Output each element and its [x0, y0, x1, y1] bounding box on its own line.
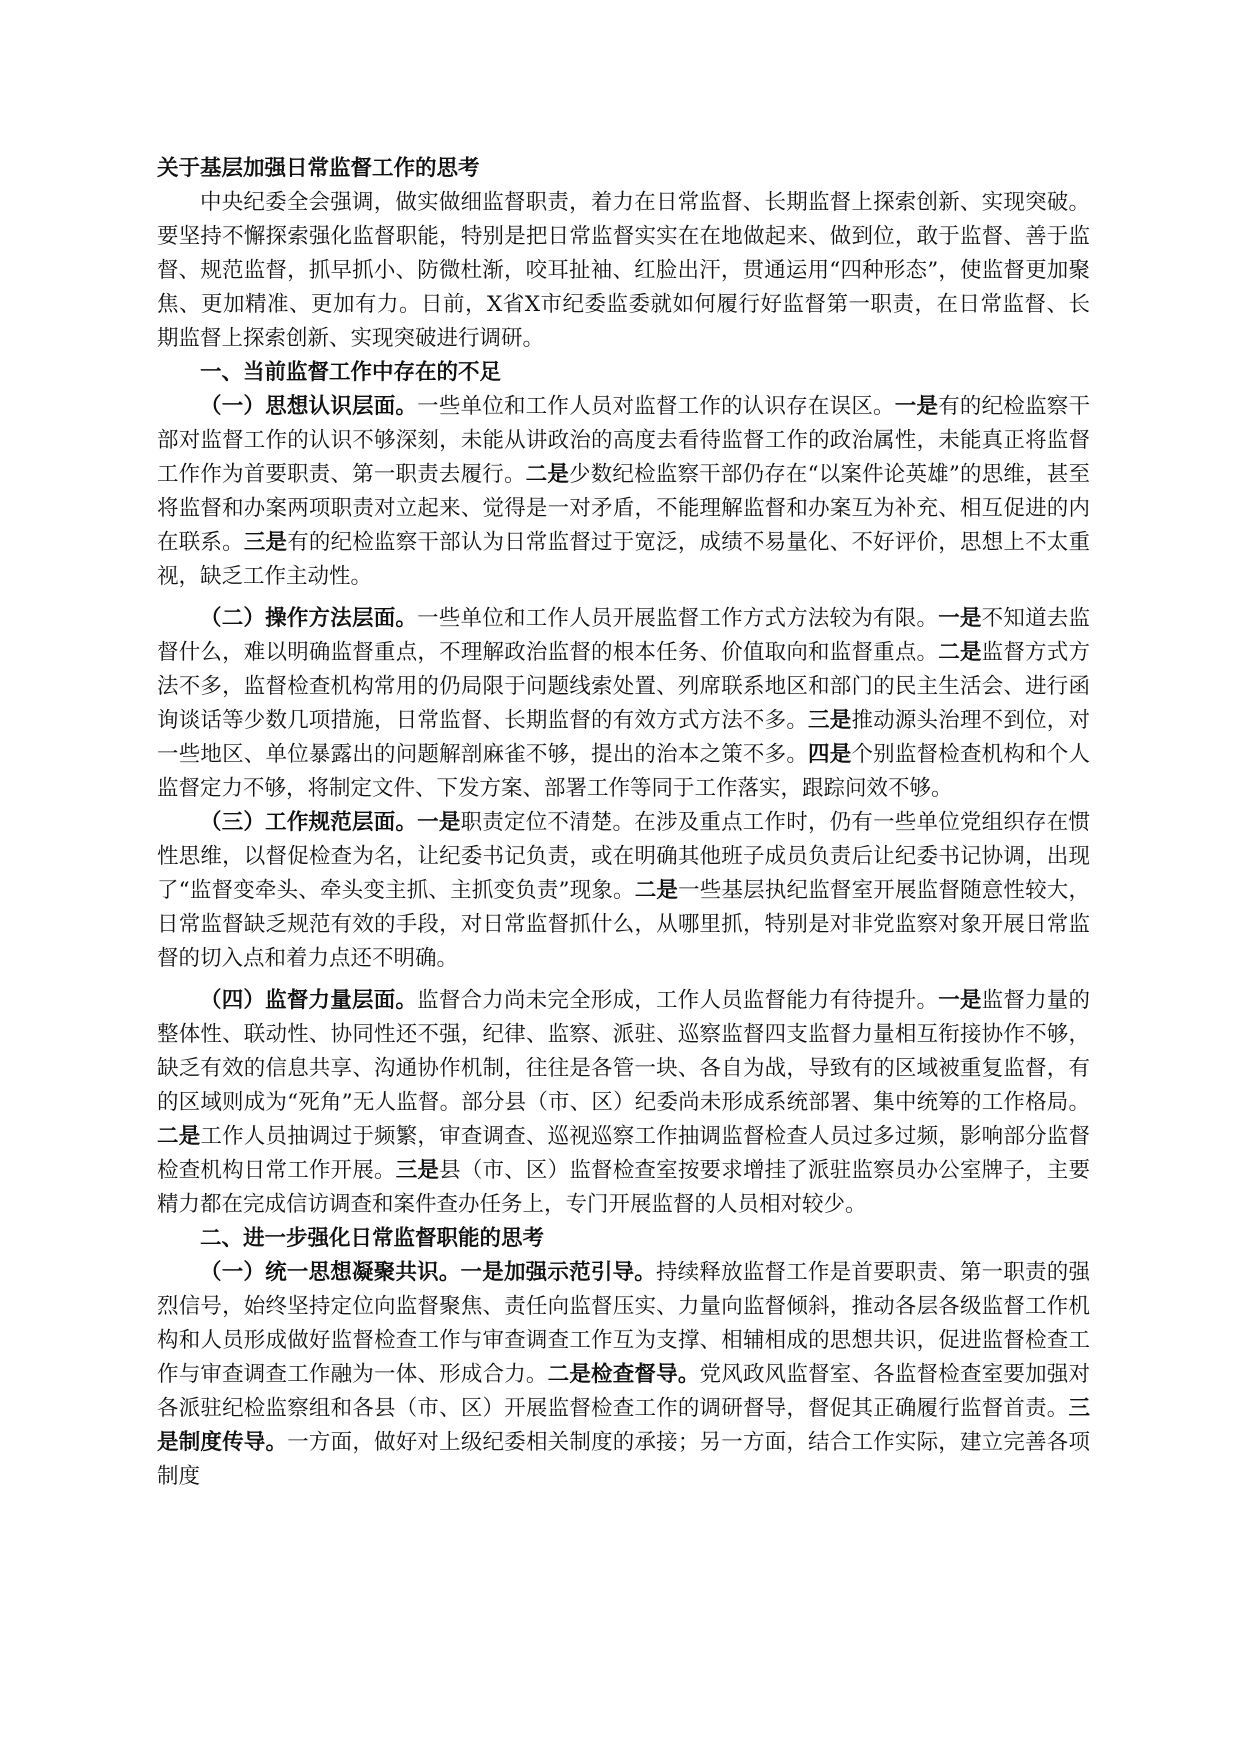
para-text: 一些基层执纪监督室开展监督随意性较大，日常监督缺乏规范有效的手段，对日常监督抓什么，从哪里抓，特别是对非党监察对象开展日常监督的切入点和着力点还不明确。	[157, 878, 1090, 971]
para-marker: 二是	[157, 1124, 201, 1149]
para-text: 有的纪检监察干部认为日常监督过于宽泛，成绩不易量化、不好评价，思想上不太重视，缺乏工作主动性。	[157, 530, 1090, 589]
section-2-paragraph-1	[157, 1256, 1090, 1494]
document-page	[157, 152, 1090, 1494]
para-marker: 一是	[938, 988, 982, 1013]
para-lead: （四）监督力量层面。	[200, 988, 418, 1013]
section-1-paragraph-2	[157, 602, 1090, 806]
para-marker: 二是检查督导。	[547, 1362, 700, 1387]
para-text: 职责定位不清楚。在涉及重点工作时，仍有一些单位党组织存在惯性思维，以督促检查为名，让纪委书记负责，或在明确其他班子成员负责后让纪委书记协调，出现了“监督变牵头、牵头变主抓、主抓变负责”现象。	[157, 810, 1090, 903]
para-text: 监督方式方法不多，监督检查机构常用的仍局限于问题线索处置、列席联系地区和部门的民主生活会、进行函询谈话等少数几项措施，日常监督、长期监督的有效方式方法不多。	[157, 640, 1090, 733]
para-marker: 二是	[938, 640, 982, 665]
para-text: 推动源头治理不到位，对一些地区、单位暴露出的问题解剖麻雀不够，提出的治本之策不多。	[157, 708, 1090, 767]
para-lead: （二）操作方法层面。	[200, 606, 418, 631]
section-2-heading: 二、进一步强化日常监督职能的思考	[200, 1226, 545, 1251]
intro-paragraph: 中央纪委全会强调，做实做细监督职责，着力在日常监督、长期监督上探索创新、实现突破。要坚持不懈探索强化监督职能，特别是把日常监督实实在在地做起来、做到位，敢于监督、善于监督、规范监督，抓早抓小、防微杜渐，咬耳扯袖、红脸出汗，贯通运用“四种形态”，使监督更加聚焦、更加精准、更加有力。日前，X省X市纪委监委就如何履行好监督第一职责，在日常监督、长期监督上探索创新、实现突破进行调研。	[157, 190, 1090, 351]
para-text: 县（市、区）监督检查室按要求增挂了派驻监察员办公室牌子，主要精力都在完成信访调查和案件查办任务上，专门开展监督的人员相对较少。	[157, 1158, 1090, 1217]
para-marker: 三是	[808, 708, 852, 733]
para-text: 工作人员抽调过于频繁，审查调查、巡视巡察工作抽调监督检查人员过多过频，影响部分监督检查机构日常工作开展。	[157, 1124, 1090, 1183]
para-marker: 一是	[417, 810, 461, 835]
para-text: 少数纪检监察干部仍存在“以案件论英雄”的思维，甚至将监督和办案两项职责对立起来、觉得是一对矛盾，不能理解监督和办案互为补充、相互促进的内在联系。	[157, 462, 1090, 555]
para-text: 个别监督检查机构和个人监督定力不够，将制定文件、下发方案、部署工作等同于工作落实，跟踪问效不够。	[157, 742, 1090, 801]
para-marker: 三是制度传导。	[157, 1396, 1090, 1455]
section-1-heading: 一、当前监督工作中存在的不足	[200, 360, 502, 385]
section-1-paragraph-1	[157, 390, 1090, 594]
section-1-paragraph-3	[157, 806, 1090, 976]
para-text: 一方面，做好对上级纪委相关制度的承接；另一方面，结合工作实际，建立完善各项制度	[157, 1430, 1090, 1489]
para-text: 有的纪检监察干部对监督工作的认识不够深刻，未能从讲政治的高度去看待监督工作的政治属性，未能真正将监督工作作为首要职责、第一职责去履行。	[157, 394, 1090, 487]
para-lead: （一）思想认识层面。	[200, 394, 418, 419]
para-marker: 四是	[808, 742, 852, 767]
para-text: 党风政风监督室、各监督检查室要加强对各派驻纪检监察组和各县（市、区）开展监督检查工作的调研督导，督促其正确履行监督首责。	[157, 1362, 1090, 1421]
para-marker: 二是	[634, 878, 679, 903]
para-text: 一些单位和工作人员开展监督工作方式方法较为有限。	[417, 606, 939, 631]
para-text: 监督合力尚未完全形成，工作人员监督能力有待提升。	[417, 988, 939, 1013]
para-marker: 一是	[938, 606, 982, 631]
document-title: 关于基层加强日常监督工作的思考	[157, 156, 480, 181]
para-text: 一些单位和工作人员对监督工作的认识存在误区。	[417, 394, 895, 419]
para-marker: 一是	[894, 394, 939, 419]
para-marker: 三是	[395, 1158, 440, 1183]
para-text: 不知道去监督什么，难以明确监督重点，不理解政治监督的根本任务、价值取向和监督重点。	[157, 606, 1090, 665]
para-text: 持续释放监督工作是首要职责、第一职责的强烈信号，始终坚持定位向监督聚焦、责任向监督压实、力量向监督倾斜，推动各层各级监督工作机构和人员形成做好监督检查工作与审查调查工作互为支撑、相辅相成的思想共识，促进监督检查工作与审查调查工作融为一体、形成合力。	[157, 1260, 1090, 1387]
section-1-paragraph-4	[157, 984, 1090, 1222]
para-lead: （一）统一思想凝聚共识。一是加强示范引导。	[200, 1260, 656, 1285]
para-lead: （三）工作规范层面。	[200, 810, 418, 835]
para-marker: 三是	[243, 530, 288, 555]
para-marker: 二是	[525, 462, 570, 487]
para-text: 监督力量的整体性、联动性、协同性还不强，纪律、监察、派驻、巡察监督四支监督力量相互衔接协作不够，缺乏有效的信息共享、沟通协作机制，往往是各管一块、各自为战，导致有的区域被重复监督，有的区域则成为“死角”无人监督。部分县（市、区）纪委尚未形成系统部署、集中统筹的工作格局。	[157, 988, 1090, 1115]
